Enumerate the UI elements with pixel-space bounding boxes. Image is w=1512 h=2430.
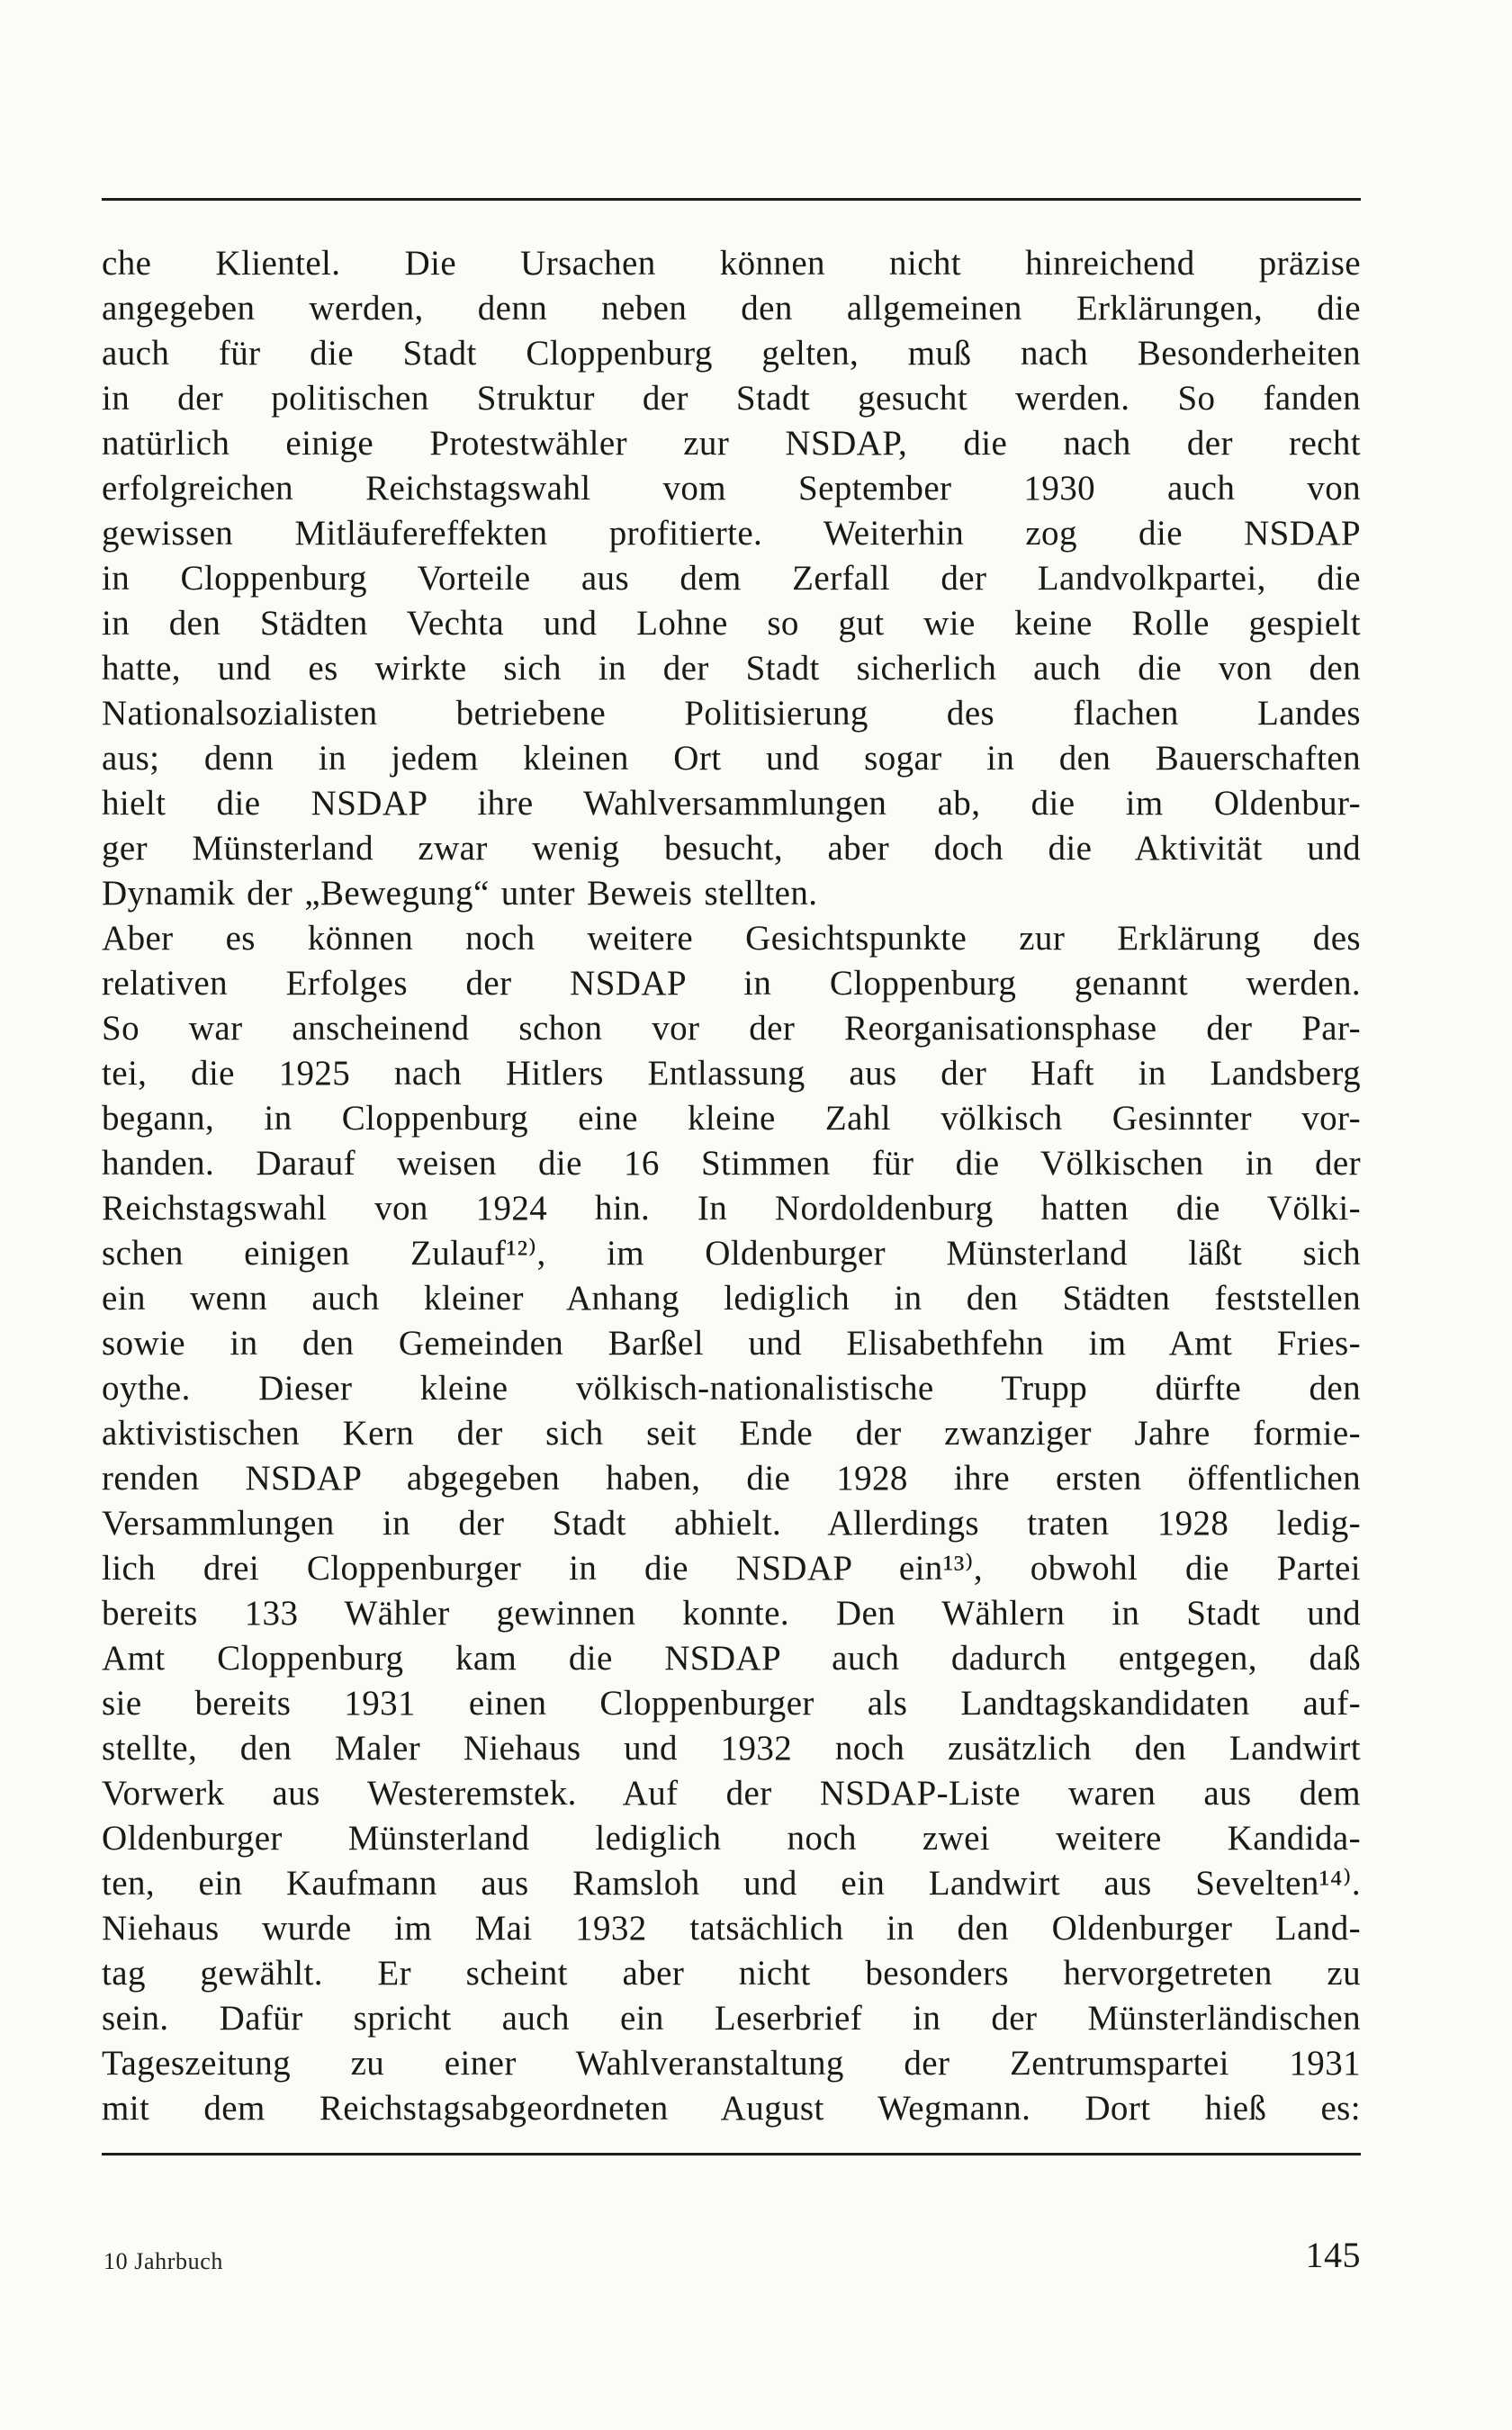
text-line: So war anscheinend schon vor der Reorganisationsphase der Par- [102, 1009, 1361, 1048]
text-line: Amt Cloppenburg kam die NSDAP auch dadurch entgegen, daß [102, 1639, 1361, 1678]
text-line: handen. Darauf weisen die 16 Stimmen für die Völkischen in der [102, 1144, 1361, 1183]
paragraph [102, 241, 1361, 916]
text-line: ein wenn auch kleiner Anhang lediglich in den Städten feststellen [102, 1279, 1361, 1318]
text-line: hatte, und es wirkte sich in der Stadt sicherlich auch die von den [102, 649, 1361, 688]
footer-imprint: 10 Jahrbuch [104, 2248, 223, 2274]
paragraph [102, 916, 1361, 2131]
top-rule [102, 198, 1361, 201]
text-line: tag gewählt. Er scheint aber nicht besonders hervorgetreten zu [102, 1954, 1361, 1993]
page-number: 145 [1305, 2235, 1361, 2275]
text-line: Aber es können noch weitere Gesichtspunkte zur Erklärung des [102, 919, 1361, 958]
text-line: sie bereits 1931 einen Cloppenburger als Landtagskandidaten auf- [102, 1684, 1361, 1723]
text-line: angegeben werden, denn neben den allgemeinen Erklärungen, die [102, 289, 1361, 328]
text-line: sowie in den Gemeinden Barßel und Elisabethfehn im Amt Fries- [102, 1324, 1361, 1363]
text-line: natürlich einige Protestwähler zur NSDAP, die nach der recht [102, 424, 1361, 463]
text-line: Niehaus wurde im Mai 1932 tatsächlich in den Oldenburger Land- [102, 1909, 1361, 1948]
text-line: in den Städten Vechta und Lohne so gut wie keine Rolle gespielt [102, 604, 1361, 643]
text-line: Vorwerk aus Westeremstek. Auf der NSDAP-Liste waren aus dem [102, 1774, 1361, 1813]
text-line: in Cloppenburg Vorteile aus dem Zerfall der Landvolkpartei, die [102, 559, 1361, 598]
text-line: mit dem Reichstagsabgeordneten August Wegmann. Dort hieß es: [102, 2089, 1361, 2128]
text-line: Oldenburger Münsterland lediglich noch zwei weitere Kandida- [102, 1819, 1361, 1858]
text-line: erfolgreichen Reichstagswahl vom September 1930 auch von [102, 469, 1361, 508]
text-line: stellte, den Maler Niehaus und 1932 noch zusätzlich den Landwirt [102, 1729, 1361, 1768]
text-line: relativen Erfolges der NSDAP in Cloppenburg genannt werden. [102, 964, 1361, 1003]
text-line: Versammlungen in der Stadt abhielt. Allerdings traten 1928 ledig- [102, 1504, 1361, 1543]
text-line: Reichstagswahl von 1924 hin. In Nordoldenburg hatten die Völki- [102, 1189, 1361, 1228]
text-line: renden NSDAP abgegeben haben, die 1928 ihre ersten öffentlichen [102, 1459, 1361, 1498]
text-line: sein. Dafür spricht auch ein Leserbrief in der Münsterländischen [102, 1999, 1361, 2038]
text-line: che Klientel. Die Ursachen können nicht hinreichend präzise [102, 244, 1361, 283]
text-line: Nationalsozialisten betriebene Politisierung des flachen Landes [102, 694, 1361, 733]
text-line: Dynamik der „Bewegung“ unter Beweis stellten. [102, 874, 818, 913]
text-line: lich drei Cloppenburger in die NSDAP ein¹³⁾, obwohl die Partei [102, 1549, 1361, 1588]
text-line: gewissen Mitläufereffekten profitierte. Weiterhin zog die NSDAP [102, 514, 1361, 553]
text-line: in der politischen Struktur der Stadt gesucht werden. So fanden [102, 379, 1361, 418]
text-line: auch für die Stadt Cloppenburg gelten, muß nach Besonderheiten [102, 334, 1361, 373]
bottom-rule [102, 2153, 1361, 2156]
text-line: ten, ein Kaufmann aus Ramsloh und ein Landwirt aus Sevelten¹⁴⁾. [102, 1864, 1361, 1903]
text-line: aktivistischen Kern der sich seit Ende der zwanziger Jahre formie- [102, 1414, 1361, 1453]
text-line: ger Münsterland zwar wenig besucht, aber doch die Aktivität und [102, 829, 1361, 868]
text-block [102, 241, 1361, 2131]
text-line: schen einigen Zulauf¹²⁾, im Oldenburger Münsterland läßt sich [102, 1234, 1361, 1273]
text-line: aus; denn in jedem kleinen Ort und sogar in den Bauerschaften [102, 739, 1361, 778]
text-line: Tageszeitung zu einer Wahlveranstaltung der Zentrumspartei 1931 [102, 2044, 1361, 2083]
text-line: bereits 133 Wähler gewinnen konnte. Den Wählern in Stadt und [102, 1594, 1361, 1633]
text-line: tei, die 1925 nach Hitlers Entlassung aus der Haft in Landsberg [102, 1054, 1361, 1093]
text-line: oythe. Dieser kleine völkisch-nationalistische Trupp dürfte den [102, 1369, 1361, 1408]
text-line: begann, in Cloppenburg eine kleine Zahl völkisch Gesinnter vor- [102, 1099, 1361, 1138]
text-line: hielt die NSDAP ihre Wahlversammlungen ab, die im Oldenbur- [102, 784, 1361, 823]
